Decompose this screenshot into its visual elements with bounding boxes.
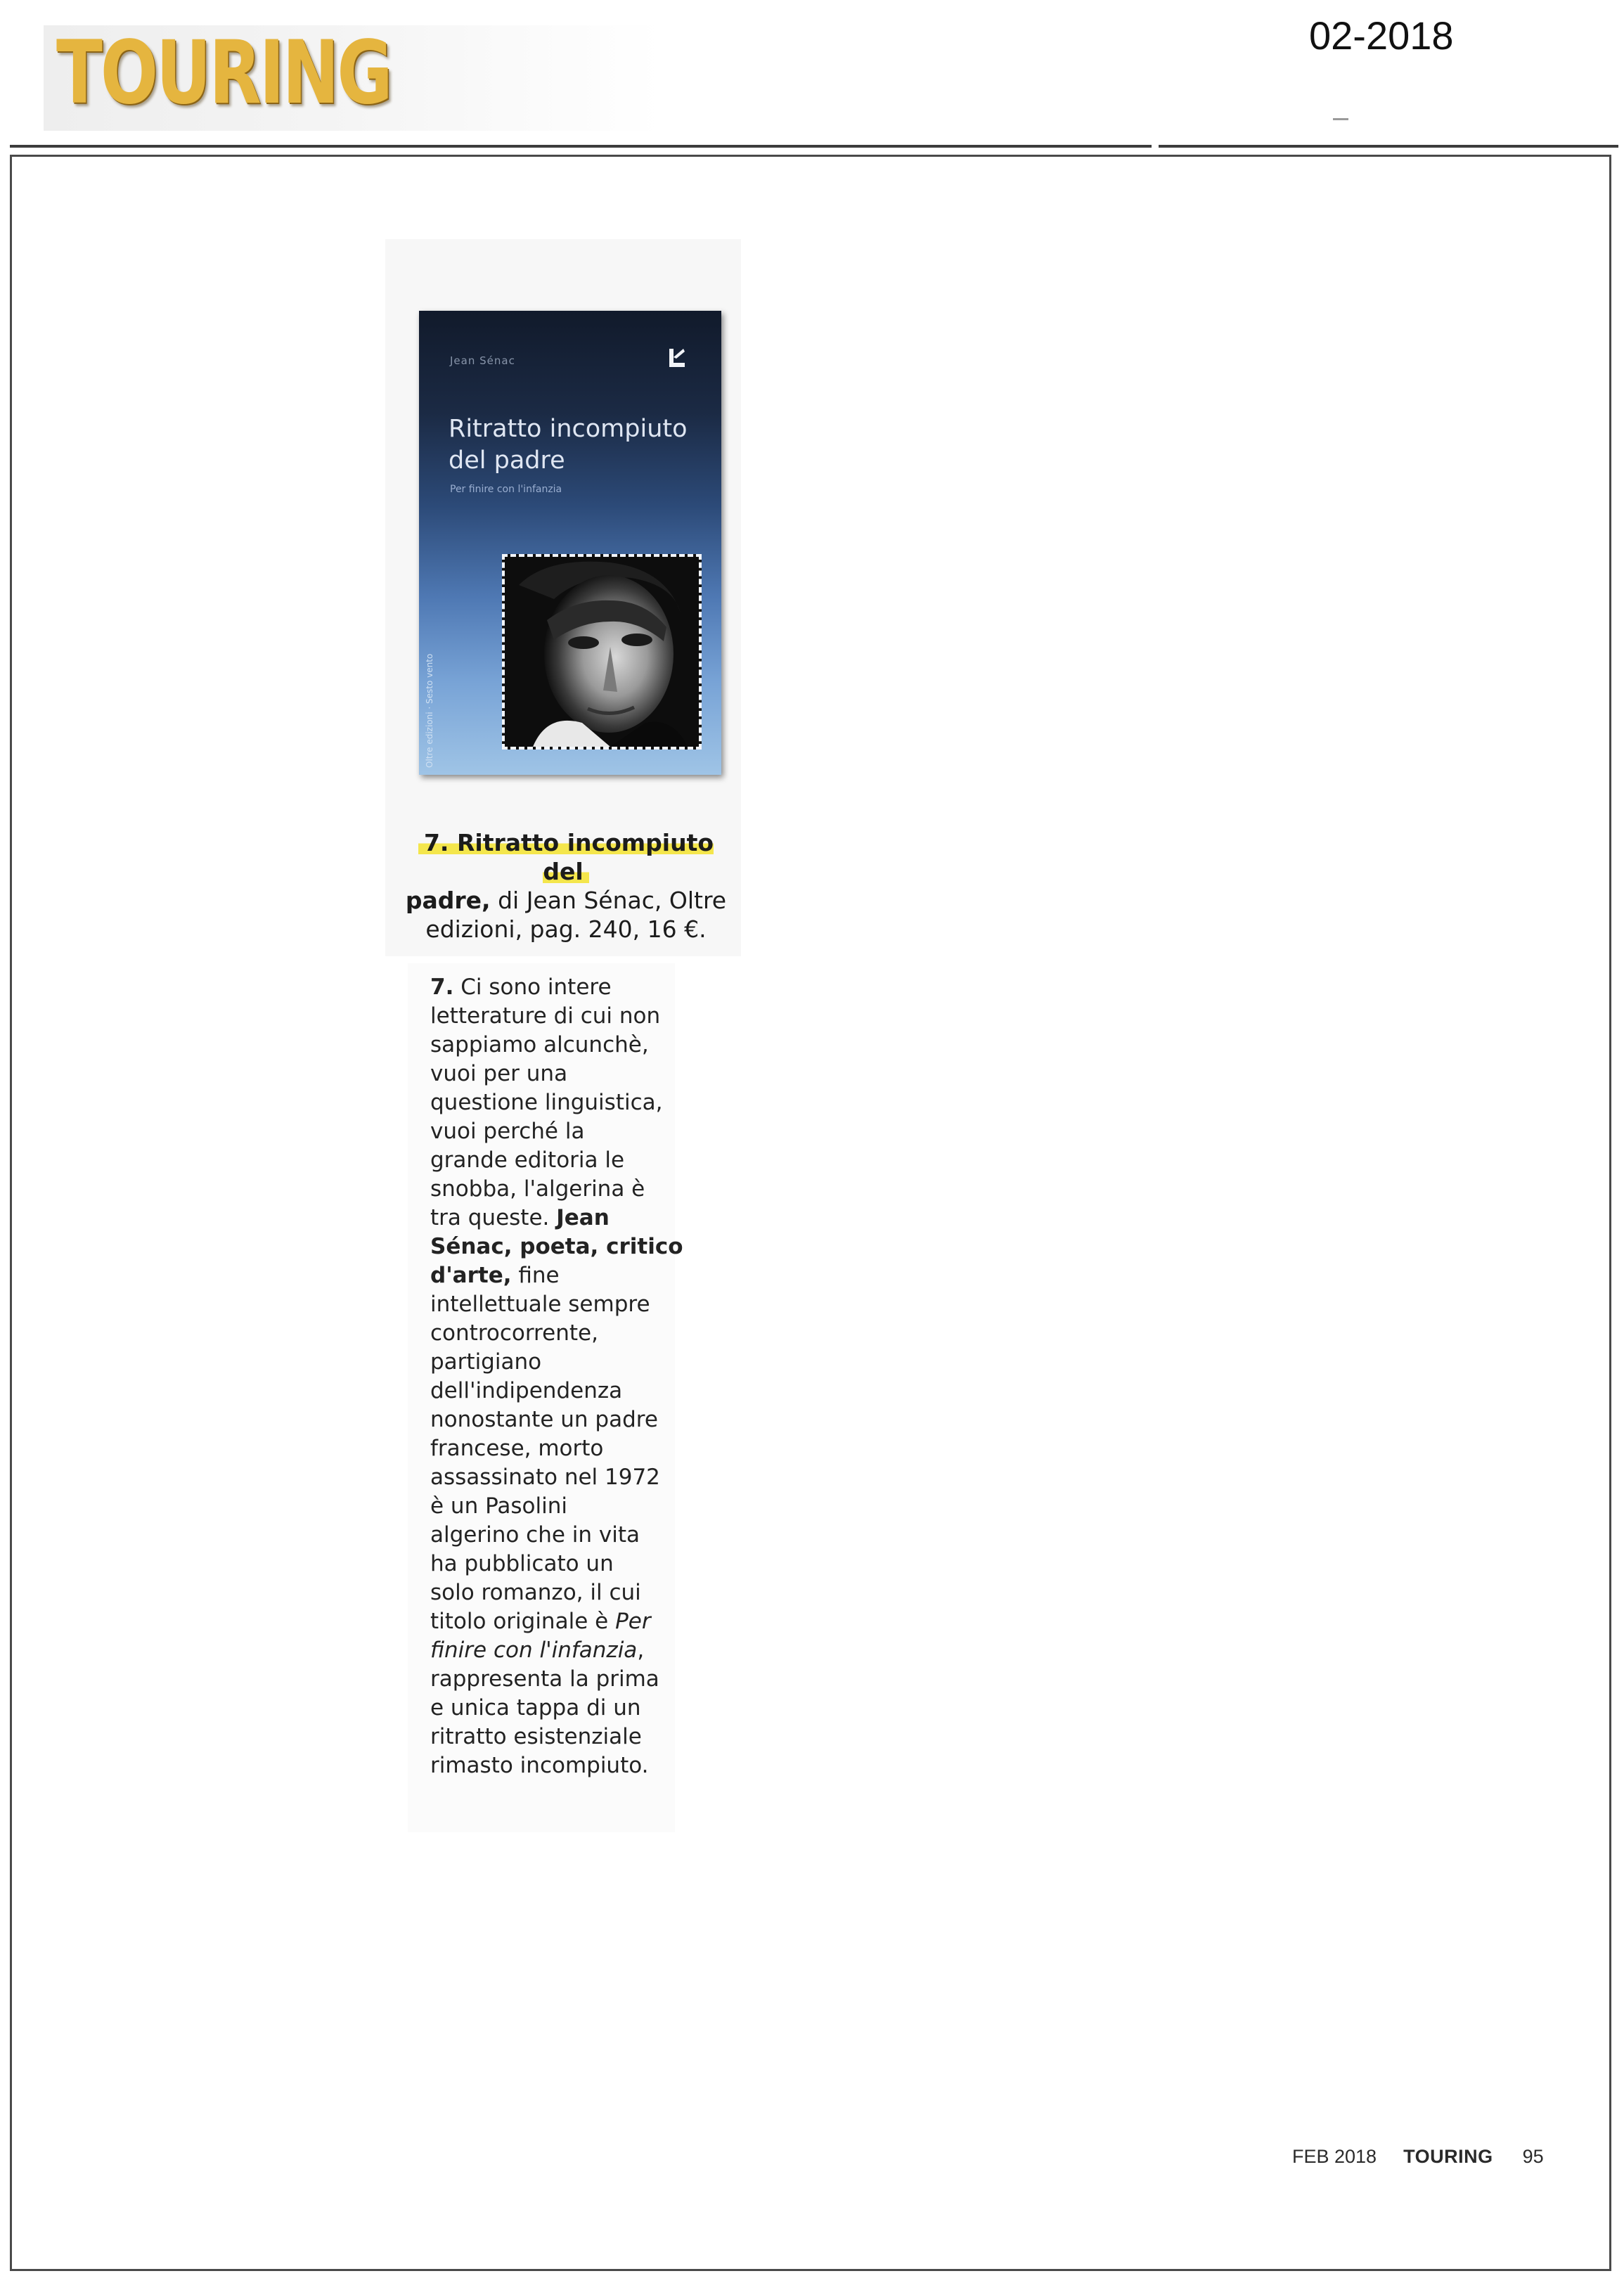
cover-title — [449, 413, 709, 477]
header-mark — [1333, 118, 1348, 120]
text-line — [430, 1607, 683, 1636]
text-line: nonostante un padre — [430, 1407, 658, 1432]
text-line: ritratto esistenziale — [430, 1724, 642, 1749]
text-line: sappiamo alcunchè, — [430, 1032, 649, 1057]
folio-magazine: TOURING — [1403, 2146, 1493, 2167]
text-line: e unica tappa di un — [430, 1695, 641, 1721]
bold-text: Jean — [556, 1205, 610, 1230]
italic-text: finire con l'infanzia — [430, 1638, 638, 1663]
text-span: tra queste. — [430, 1205, 550, 1230]
cover-title-line-1: Ritratto incompiuto — [449, 415, 688, 443]
touring-logo: TOURING — [56, 22, 391, 124]
page-folio — [1292, 2146, 1544, 2168]
header-rule-right — [1159, 145, 1618, 148]
caption-title-part-1: Ritratto incompiuto del — [456, 829, 714, 885]
text-span: , — [637, 1638, 645, 1663]
text-line: questione linguistica, — [430, 1090, 663, 1115]
masthead-logo-area — [44, 22, 662, 131]
bold-text: d'arte, — [430, 1263, 512, 1288]
text-line: rimasto incompiuto. — [430, 1753, 649, 1778]
text-line: francese, morto — [430, 1436, 604, 1461]
text-line: grande editoria le — [430, 1147, 625, 1173]
cover-title-line-2: del padre — [449, 446, 565, 475]
folio-month: FEB 2018 — [1292, 2146, 1377, 2167]
caption-highlight — [418, 829, 714, 885]
text-line: letterature di cui non — [430, 1003, 661, 1029]
cover-author: Jean Sénac — [450, 354, 515, 367]
author-portrait-photo — [505, 557, 699, 747]
text-line: ha pubblicato un — [430, 1551, 614, 1576]
text-line: è un Pasolini — [430, 1493, 567, 1519]
caption-details-2: edizioni, pag. 240, 16 €. — [425, 915, 707, 943]
text-line: assassinato nel 1972 — [430, 1465, 660, 1490]
article-body — [430, 973, 683, 1780]
page-frame — [10, 155, 1611, 2271]
item-number: 7. — [430, 975, 454, 1000]
caption-number: 7. — [423, 829, 449, 856]
book-cover — [419, 311, 721, 775]
text-line: algerino che in vita — [430, 1522, 640, 1548]
text-line: controcorrente, — [430, 1320, 598, 1346]
issue-date: 02-2018 — [1309, 13, 1454, 58]
text-line: intellettuale sempre — [430, 1292, 650, 1317]
folio-page-number: 95 — [1522, 2146, 1544, 2167]
text-line — [430, 1261, 683, 1290]
header-rule-left — [10, 145, 1152, 148]
book-caption — [402, 828, 730, 944]
text-line: vuoi perché la — [430, 1119, 585, 1144]
text-line — [430, 1636, 683, 1665]
italic-text: Per — [615, 1609, 651, 1634]
caption-title-part-2: padre, — [405, 887, 491, 914]
text-line — [430, 1204, 683, 1233]
text-line: rappresenta la prima — [430, 1666, 659, 1692]
cover-subtitle: Per finire con l'infanzia — [450, 484, 562, 495]
text-line: partigiano — [430, 1349, 542, 1375]
text-line: snobba, l'algerina è — [430, 1176, 645, 1202]
cover-publisher-note: Oltre edizioni · Sesto vento — [425, 653, 434, 768]
author-portrait — [502, 554, 702, 750]
text-line: solo romanzo, il cui — [430, 1580, 641, 1605]
text-line: vuoi per una — [430, 1061, 568, 1086]
text-span: Ci sono intere — [460, 975, 612, 1000]
text-line — [430, 973, 683, 1002]
text-line: dell'indipendenza — [430, 1378, 623, 1403]
caption-details-1: di Jean Sénac, Oltre — [498, 887, 727, 914]
text-span: fine — [518, 1263, 560, 1288]
text-line: Sénac, poeta, critico — [430, 1234, 683, 1259]
publisher-logo-icon — [668, 347, 686, 368]
text-span: titolo originale è — [430, 1609, 609, 1634]
